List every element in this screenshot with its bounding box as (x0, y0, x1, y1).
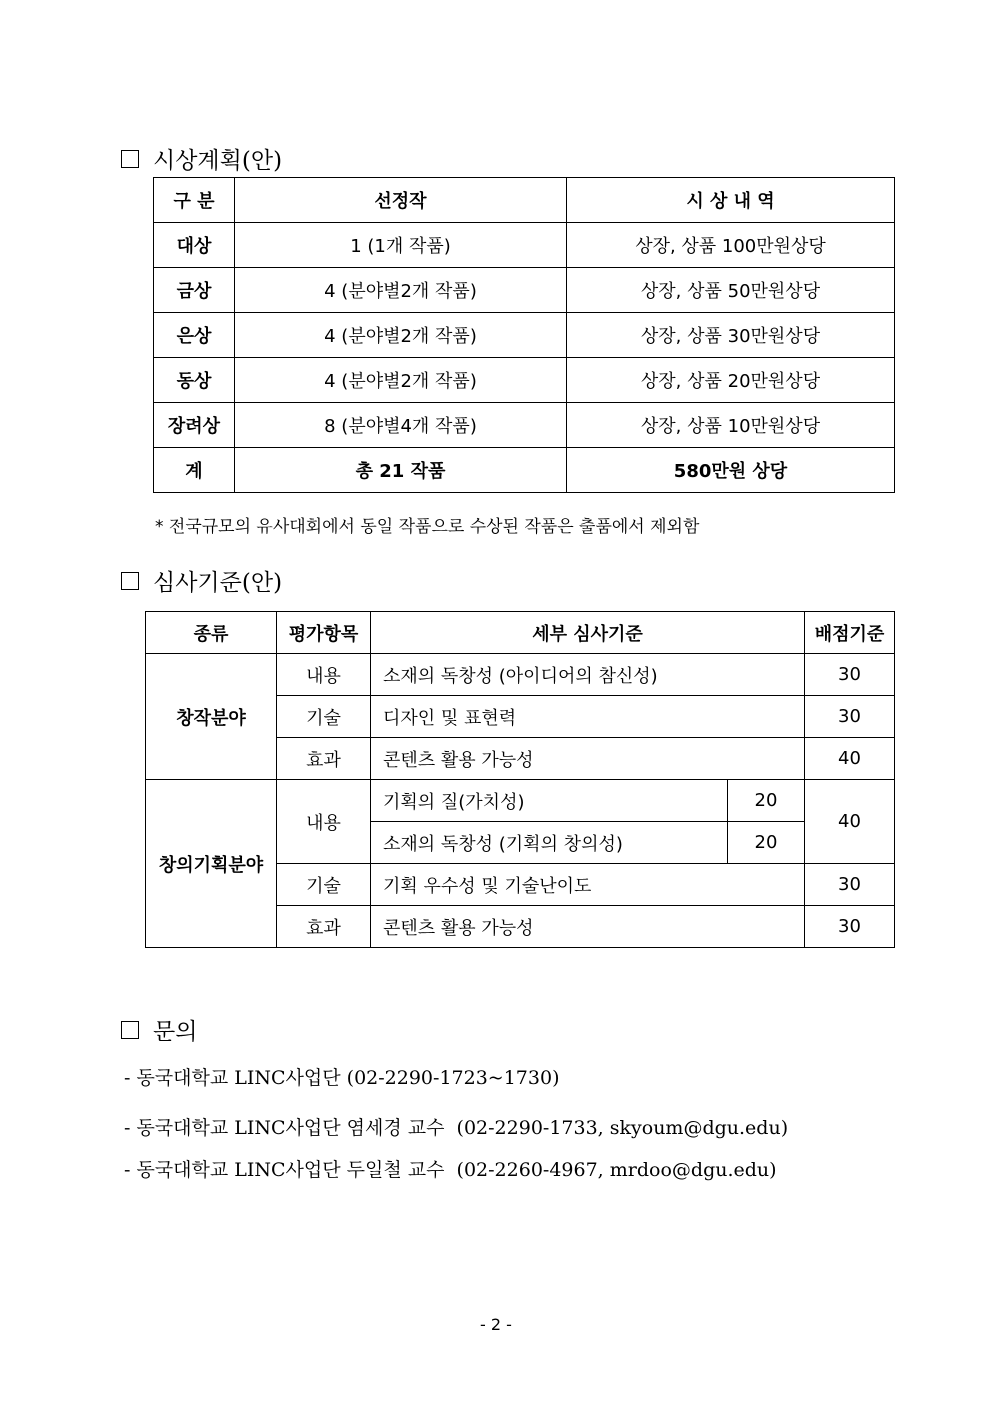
rank-cell: 장려상 (154, 403, 235, 448)
table-total-row (154, 448, 895, 493)
section-heading-award (121, 142, 282, 175)
award-table (153, 177, 895, 493)
count-cell: 4 (분야별2개 작품) (235, 313, 567, 358)
total-prize-cell: 580만원 상당 (567, 448, 895, 493)
detail-cell: 기획 우수성 및 기술난이도 (371, 864, 805, 906)
score-cell: 40 (805, 738, 895, 780)
item-cell: 기술 (277, 864, 371, 906)
table-row (154, 313, 895, 358)
checkbox-square-icon (121, 572, 139, 590)
table-header-row (146, 612, 895, 654)
checkbox-square-icon (121, 150, 139, 168)
header-cell: 종류 (146, 612, 277, 654)
rank-cell: 금상 (154, 268, 235, 313)
checkbox-square-icon (121, 1021, 139, 1039)
contact-line: - 동국대학교 LINC사업단 두일철 교수 (02-2260-4967, mrdoo@dgu.edu) (124, 1159, 777, 1181)
table-row (154, 223, 895, 268)
sub-score-cell: 20 (728, 780, 805, 822)
detail-cell: 콘텐츠 활용 가능성 (371, 906, 805, 948)
section-title: 심사기준(안) (153, 570, 283, 596)
score-cell: 40 (805, 780, 895, 864)
table-row (154, 268, 895, 313)
prize-cell: 상장, 상품 20만원상당 (567, 358, 895, 403)
header-cell: 시 상 내 역 (567, 178, 895, 223)
item-cell: 효과 (277, 738, 371, 780)
table-row (154, 358, 895, 403)
category-cell: 창작분야 (146, 654, 277, 780)
rank-cell: 대상 (154, 223, 235, 268)
detail-cell: 기획의 질(가치성) (371, 780, 728, 822)
item-cell: 내용 (277, 780, 371, 864)
detail-cell: 디자인 및 표현력 (371, 696, 805, 738)
total-count-cell: 총 21 작품 (235, 448, 567, 493)
table-row (154, 403, 895, 448)
header-cell: 배점기준 (805, 612, 895, 654)
score-cell: 30 (805, 654, 895, 696)
score-cell: 30 (805, 906, 895, 948)
section-title: 문의 (153, 1019, 198, 1045)
contact-line: - 동국대학교 LINC사업단 염세경 교수 (02-2290-1733, skyoum@dgu.edu) (124, 1117, 789, 1139)
detail-cell: 소재의 독창성 (기획의 창의성) (371, 822, 728, 864)
score-cell: 30 (805, 864, 895, 906)
table-row (146, 780, 895, 822)
rank-cell: 은상 (154, 313, 235, 358)
table-header-row (154, 178, 895, 223)
detail-cell: 소재의 독창성 (아이디어의 참신성) (371, 654, 805, 696)
header-cell: 구 분 (154, 178, 235, 223)
header-cell: 평가항목 (277, 612, 371, 654)
category-cell: 창의기획분야 (146, 780, 277, 948)
header-cell: 세부 심사기준 (371, 612, 805, 654)
criteria-table (145, 611, 895, 948)
prize-cell: 상장, 상품 100만원상당 (567, 223, 895, 268)
item-cell: 효과 (277, 906, 371, 948)
header-cell: 선정작 (235, 178, 567, 223)
score-cell: 30 (805, 696, 895, 738)
sub-score-cell: 20 (728, 822, 805, 864)
prize-cell: 상장, 상품 10만원상당 (567, 403, 895, 448)
section-heading-inquiry (121, 1013, 197, 1046)
page-number: - 2 - (480, 1315, 512, 1334)
item-cell: 내용 (277, 654, 371, 696)
count-cell: 4 (분야별2개 작품) (235, 268, 567, 313)
prize-cell: 상장, 상품 50만원상당 (567, 268, 895, 313)
footnote: * 전국규모의 유사대회에서 동일 작품으로 수상된 작품은 출품에서 제외함 (155, 517, 700, 537)
rank-cell: 동상 (154, 358, 235, 403)
total-label-cell: 계 (154, 448, 235, 493)
section-heading-criteria (121, 564, 282, 597)
contact-line: - 동국대학교 LINC사업단 (02-2290-1723~1730) (124, 1067, 560, 1089)
count-cell: 1 (1개 작품) (235, 223, 567, 268)
count-cell: 8 (분야별4개 작품) (235, 403, 567, 448)
section-title: 시상계획(안) (153, 148, 283, 174)
count-cell: 4 (분야별2개 작품) (235, 358, 567, 403)
table-row (146, 654, 895, 696)
detail-cell: 콘텐츠 활용 가능성 (371, 738, 805, 780)
item-cell: 기술 (277, 696, 371, 738)
prize-cell: 상장, 상품 30만원상당 (567, 313, 895, 358)
